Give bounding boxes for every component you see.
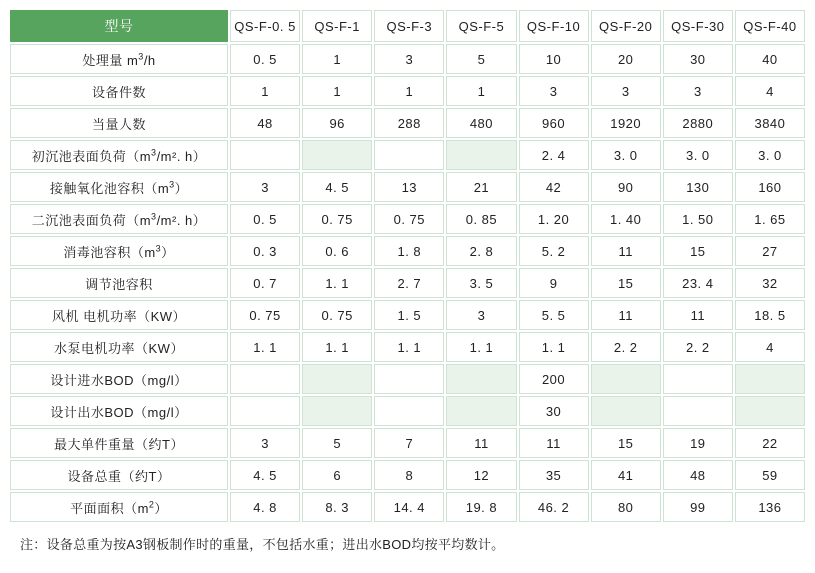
cell-r1-c5: 3	[591, 76, 661, 106]
cell-r9-c6: 2. 2	[663, 332, 733, 362]
cell-r10-c4: 200	[519, 364, 589, 394]
cell-r4-c4: 42	[519, 172, 589, 202]
cell-r2-c2: 288	[374, 108, 444, 138]
cell-r9-c1: 1. 1	[302, 332, 372, 362]
cell-r8-c5: 11	[591, 300, 661, 330]
row-label-4	[10, 172, 228, 202]
cell-r7-c0: 0. 7	[230, 268, 300, 298]
cell-r6-c1: 0. 6	[302, 236, 372, 266]
header-cell-model-4: QS-F-10	[519, 10, 589, 42]
cell-r11-c7	[735, 396, 805, 426]
cell-r10-c5	[591, 364, 661, 394]
row-label-text: 水泵电机功率（KW）	[54, 340, 184, 356]
cell-r4-c3: 21	[446, 172, 516, 202]
table-footnote: 注：设备总重为按A3钢板制作时的重量，不包括水重；进出水BOD均按平均数计。	[20, 537, 505, 552]
cell-r10-c1	[302, 364, 372, 394]
cell-r1-c0: 1	[230, 76, 300, 106]
cell-r5-c5: 1. 40	[591, 204, 661, 234]
cell-r3-c3	[446, 140, 516, 170]
row-label-text: 调节池容积	[85, 276, 153, 292]
row-label-text: 当量人数	[91, 116, 146, 132]
table-row	[10, 396, 805, 426]
cell-r9-c2: 1. 1	[374, 332, 444, 362]
cell-r2-c4: 960	[519, 108, 589, 138]
cell-r0-c3: 5	[446, 44, 516, 74]
table-body	[10, 10, 805, 522]
row-label-5	[10, 204, 228, 234]
table-row	[10, 428, 805, 458]
cell-r7-c7: 32	[735, 268, 805, 298]
table-row	[10, 204, 805, 234]
cell-r14-c6: 99	[663, 492, 733, 522]
table-row	[10, 108, 805, 138]
cell-r6-c7: 27	[735, 236, 805, 266]
cell-r14-c4: 46. 2	[519, 492, 589, 522]
cell-r5-c1: 0. 75	[302, 204, 372, 234]
cell-r12-c4: 11	[519, 428, 589, 458]
row-label-text: 设备总重（约T）	[67, 468, 171, 484]
row-label-text: 二沉池表面负荷（$m^3/m^2$. h）	[31, 211, 207, 228]
cell-r14-c0: 4. 8	[230, 492, 300, 522]
cell-r14-c7: 136	[735, 492, 805, 522]
cell-r7-c1: 1. 1	[302, 268, 372, 298]
row-label-2	[10, 108, 228, 138]
cell-r2-c6: 2880	[663, 108, 733, 138]
cell-r1-c7: 4	[735, 76, 805, 106]
table-row	[10, 300, 805, 330]
cell-r6-c2: 1. 8	[374, 236, 444, 266]
cell-r7-c2: 2. 7	[374, 268, 444, 298]
cell-r9-c4: 1. 1	[519, 332, 589, 362]
cell-r12-c2: 7	[374, 428, 444, 458]
row-label-text: 初沉池表面负荷（$m^3/m^2$. h）	[31, 147, 207, 164]
table-row	[10, 76, 805, 106]
table-row	[10, 332, 805, 362]
cell-r10-c2	[374, 364, 444, 394]
table-row	[10, 460, 805, 490]
cell-r12-c5: 15	[591, 428, 661, 458]
cell-r2-c7: 3840	[735, 108, 805, 138]
table-header-row	[10, 10, 805, 42]
cell-r11-c6	[663, 396, 733, 426]
cell-r3-c1	[302, 140, 372, 170]
cell-r5-c2: 0. 75	[374, 204, 444, 234]
cell-r13-c3: 12	[446, 460, 516, 490]
cell-r1-c3: 1	[446, 76, 516, 106]
cell-r1-c6: 3	[663, 76, 733, 106]
cell-r13-c2: 8	[374, 460, 444, 490]
cell-r2-c5: 1920	[591, 108, 661, 138]
header-cell-model-2: QS-F-3	[374, 10, 444, 42]
cell-r13-c4: 35	[519, 460, 589, 490]
cell-r8-c1: 0. 75	[302, 300, 372, 330]
cell-r4-c2: 13	[374, 172, 444, 202]
cell-r5-c7: 1. 65	[735, 204, 805, 234]
cell-r11-c1	[302, 396, 372, 426]
cell-r12-c1: 5	[302, 428, 372, 458]
cell-r6-c3: 2. 8	[446, 236, 516, 266]
cell-r11-c5	[591, 396, 661, 426]
row-label-14	[10, 492, 228, 522]
cell-r0-c2: 3	[374, 44, 444, 74]
cell-r13-c6: 48	[663, 460, 733, 490]
row-label-12	[10, 428, 228, 458]
row-label-13	[10, 460, 228, 490]
cell-r3-c5: 3. 0	[591, 140, 661, 170]
table-row	[10, 364, 805, 394]
row-label-3	[10, 140, 228, 170]
cell-r6-c6: 15	[663, 236, 733, 266]
cell-r14-c3: 19. 8	[446, 492, 516, 522]
cell-r7-c3: 3. 5	[446, 268, 516, 298]
row-label-text: 处理量 $m^3/h$	[82, 51, 156, 68]
cell-r2-c1: 96	[302, 108, 372, 138]
row-label-text: 设计出水BOD（mg/l）	[50, 404, 188, 420]
cell-r5-c0: 0. 5	[230, 204, 300, 234]
cell-r2-c0: 48	[230, 108, 300, 138]
header-cell-model-0: QS-F-0. 5	[230, 10, 300, 42]
cell-r14-c2: 14. 4	[374, 492, 444, 522]
row-label-10	[10, 364, 228, 394]
row-label-0	[10, 44, 228, 74]
cell-r1-c4: 3	[519, 76, 589, 106]
cell-r12-c0: 3	[230, 428, 300, 458]
cell-r7-c5: 15	[591, 268, 661, 298]
cell-r8-c3: 3	[446, 300, 516, 330]
table-row	[10, 44, 805, 74]
cell-r9-c5: 2. 2	[591, 332, 661, 362]
cell-r10-c7	[735, 364, 805, 394]
cell-r8-c7: 18. 5	[735, 300, 805, 330]
cell-r13-c5: 41	[591, 460, 661, 490]
header-cell-model-6: QS-F-30	[663, 10, 733, 42]
cell-r8-c2: 1. 5	[374, 300, 444, 330]
row-label-text: 最大单件重量（约T）	[54, 436, 184, 452]
header-cell-model-1: QS-F-1	[302, 10, 372, 42]
table-row	[10, 236, 805, 266]
cell-r0-c1: 1	[302, 44, 372, 74]
cell-r3-c4: 2. 4	[519, 140, 589, 170]
specification-table	[8, 8, 807, 524]
cell-r5-c3: 0. 85	[446, 204, 516, 234]
table-row	[10, 172, 805, 202]
cell-r4-c7: 160	[735, 172, 805, 202]
cell-r7-c6: 23. 4	[663, 268, 733, 298]
cell-r8-c0: 0. 75	[230, 300, 300, 330]
header-cell-model-5: QS-F-20	[591, 10, 661, 42]
row-label-1	[10, 76, 228, 106]
cell-r3-c0	[230, 140, 300, 170]
cell-r0-c7: 40	[735, 44, 805, 74]
table-row	[10, 268, 805, 298]
row-label-7	[10, 268, 228, 298]
cell-r13-c0: 4. 5	[230, 460, 300, 490]
cell-r14-c1: 8. 3	[302, 492, 372, 522]
cell-r12-c7: 22	[735, 428, 805, 458]
cell-r10-c0	[230, 364, 300, 394]
cell-r3-c6: 3. 0	[663, 140, 733, 170]
cell-r4-c6: 130	[663, 172, 733, 202]
row-label-text: 消毒池容积$(m^3)$	[63, 243, 175, 260]
cell-r0-c4: 10	[519, 44, 589, 74]
row-label-11	[10, 396, 228, 426]
table-row	[10, 140, 805, 170]
cell-r8-c4: 5. 5	[519, 300, 589, 330]
cell-r0-c6: 30	[663, 44, 733, 74]
cell-r13-c7: 59	[735, 460, 805, 490]
row-label-text: 接触氧化池容积$(m^3)$	[49, 179, 189, 196]
cell-r11-c4: 30	[519, 396, 589, 426]
cell-r5-c4: 1. 20	[519, 204, 589, 234]
cell-r11-c0	[230, 396, 300, 426]
cell-r10-c6	[663, 364, 733, 394]
header-cell-model-3: QS-F-5	[446, 10, 516, 42]
cell-r12-c6: 19	[663, 428, 733, 458]
cell-r14-c5: 80	[591, 492, 661, 522]
cell-r4-c1: 4. 5	[302, 172, 372, 202]
cell-r13-c1: 6	[302, 460, 372, 490]
cell-r9-c7: 4	[735, 332, 805, 362]
row-label-text: 平面面积$(m^2)$	[70, 499, 168, 516]
header-cell-model-label: 型号	[10, 10, 228, 42]
cell-r11-c3	[446, 396, 516, 426]
cell-r1-c1: 1	[302, 76, 372, 106]
cell-r4-c0: 3	[230, 172, 300, 202]
cell-r6-c5: 11	[591, 236, 661, 266]
cell-r0-c0: 0. 5	[230, 44, 300, 74]
cell-r3-c2	[374, 140, 444, 170]
cell-r12-c3: 11	[446, 428, 516, 458]
cell-r6-c0: 0. 3	[230, 236, 300, 266]
cell-r6-c4: 5. 2	[519, 236, 589, 266]
row-label-6	[10, 236, 228, 266]
row-label-8	[10, 300, 228, 330]
cell-r0-c5: 20	[591, 44, 661, 74]
cell-r8-c6: 11	[663, 300, 733, 330]
cell-r7-c4: 9	[519, 268, 589, 298]
table-row	[10, 492, 805, 522]
cell-r3-c7: 3. 0	[735, 140, 805, 170]
row-label-text: 风机 电机功率（KW）	[51, 308, 187, 324]
cell-r9-c3: 1. 1	[446, 332, 516, 362]
header-cell-model-7: QS-F-40	[735, 10, 805, 42]
cell-r5-c6: 1. 50	[663, 204, 733, 234]
row-label-text: 设计进水BOD（mg/l）	[50, 372, 188, 388]
cell-r9-c0: 1. 1	[230, 332, 300, 362]
cell-r4-c5: 90	[591, 172, 661, 202]
row-label-text: 设备件数	[91, 84, 146, 100]
row-label-9	[10, 332, 228, 362]
cell-r1-c2: 1	[374, 76, 444, 106]
cell-r2-c3: 480	[446, 108, 516, 138]
cell-r11-c2	[374, 396, 444, 426]
cell-r10-c3	[446, 364, 516, 394]
